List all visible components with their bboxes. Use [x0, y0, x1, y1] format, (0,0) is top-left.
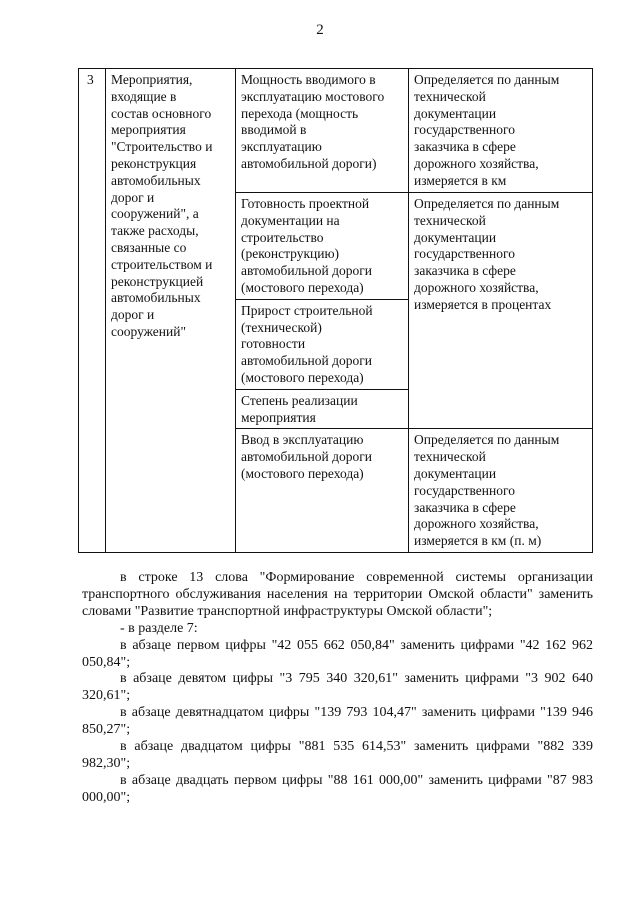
paragraph-abzac-21: в абзаце двадцать первом цифры "88 161 000,00" заменить цифрами "87 983 000,00";	[82, 772, 593, 805]
paragraph-abzac-19: в абзаце девятнадцатом цифры "139 793 104,47" заменить цифрами "139 946 850,27";	[82, 705, 593, 738]
indicators-table	[78, 68, 593, 553]
method-cell	[409, 429, 593, 553]
indicator-commissioning: Ввод в эксплуатацию автомобильной дороги (мостового перехода)	[241, 432, 372, 481]
indicator-cell	[236, 193, 409, 300]
method-percent: Определяется по данным технической документации государственного заказчика в сфере дорожного хозяйства, измеряется в процентах	[414, 196, 560, 312]
method-km: Определяется по данным технической документации государственного заказчика в сфере дорожного хозяйства, измеряется в км	[414, 72, 560, 188]
indicator-design-readiness: Готовность проектной документации на строительство (реконструкцию) автомобильной дороги (мостового перехода)	[241, 196, 372, 295]
paragraph-abzac-1: в абзаце первом цифры "42 055 662 050,84" заменить цифрами "42 162 962 050,84";	[82, 637, 593, 670]
indicator-cell	[236, 389, 409, 429]
indicator-cell	[236, 69, 409, 193]
method-km-pm: Определяется по данным технической документации государственного заказчика в сфере дорожного хозяйства, измеряется в км (п. м)	[414, 432, 560, 549]
event-name: Мероприятия, входящие в состав основного мероприятия "Строительство и реконструкция автомобильных дорог и сооружений", а также расходы, связанные со строительством и реконструкцией автомобильных дорог и сооружений"	[111, 72, 213, 339]
indicator-cell	[236, 429, 409, 553]
event-name-cell	[106, 69, 236, 553]
paragraph-line-13: в строке 13 слова "Формирование современной системы организации транспортного обслуживания населения на территории Омской области" заменить словами "Развитие транспортной инфраструктуры Омской области";	[82, 570, 593, 619]
row-number: 3	[87, 72, 94, 87]
indicator-implementation-degree: Степень реализации мероприятия	[241, 392, 358, 425]
page-number: 2	[316, 22, 324, 38]
amendment-text	[82, 570, 593, 807]
indicator-capacity: Мощность вводимого в эксплуатацию мостового перехода (мощность вводимой в эксплуатацию автомобильной дороги)	[241, 72, 385, 171]
indicator-construction-growth: Прирост строительной (технической) готовности автомобильной дороги (мостового перехода)	[241, 302, 373, 385]
paragraph-section-7: - в разделе 7:	[120, 620, 198, 636]
method-cell	[409, 193, 593, 429]
method-cell	[409, 69, 593, 193]
table-row	[79, 69, 593, 193]
indicator-cell	[236, 299, 409, 389]
paragraph-abzac-9: в абзаце девятом цифры "3 795 340 320,61" заменить цифрами "3 902 640 320,61";	[82, 671, 593, 704]
paragraph-abzac-20: в абзаце двадцатом цифры "881 535 614,53" заменить цифрами "882 339 982,30";	[82, 739, 593, 771]
row-number-cell	[79, 69, 106, 553]
